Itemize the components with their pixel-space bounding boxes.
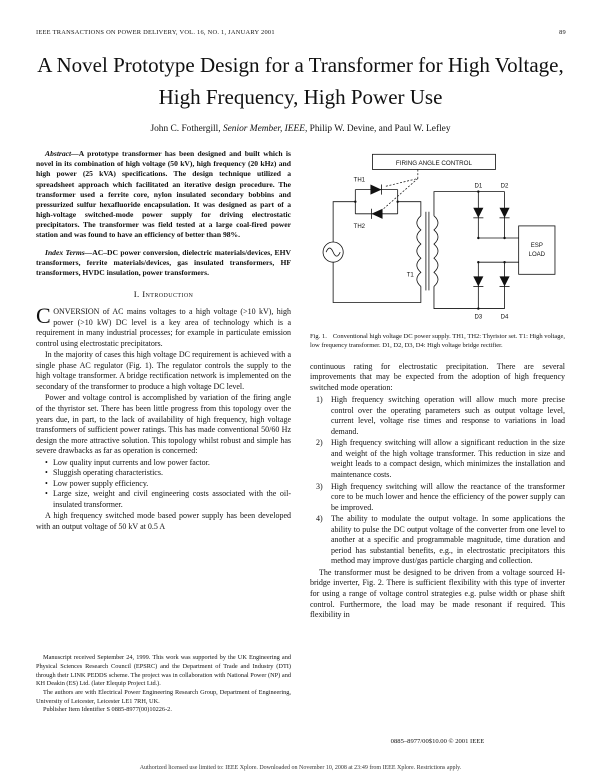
journal-header: IEEE TRANSACTIONS ON POWER DELIVERY, VOL. 16, NO. 1, JANUARY 2001 — [36, 29, 275, 36]
license-line: Authorized licensed use limited to: IEEE Xplore. Downloaded on November 10, 2008 at 23:49 from IEEE Xplore. Restrictions apply. — [139, 765, 462, 771]
transformer-t1 — [416, 212, 437, 291]
intro-paragraph-2: In the majority of cases this high voltage DC requirement is achieved with a single phase AC regulator (Fig. 1). The regulator controls the supply to the high voltage transformer. A bridge rectification network is implemented on the secondary of the transformer to produce a high voltage DC level. — [36, 350, 291, 391]
wire-source-to-primary-bottom — [333, 262, 421, 302]
list-item-number: 4) — [316, 514, 323, 524]
index-terms-label: Index Terms— — [45, 247, 93, 257]
figure-1-caption-label: Fig. 1. — [310, 333, 327, 340]
list-item-text: High frequency switching will allow a significant reduction in the size and weight of the high voltage transformer. This reduction in size and weight leads to a compact design, which minimizes the installation and maintenance costs. — [331, 438, 565, 479]
esp-load-box — [518, 226, 554, 274]
list-item — [316, 482, 565, 514]
esp-load-label-line1: ESP — [530, 243, 543, 250]
bullet-item: • Low quality input currents and low power factor. — [53, 458, 291, 469]
thyristor-th1 — [355, 185, 397, 195]
list-item — [316, 514, 565, 567]
list-item-number: 1) — [316, 395, 323, 405]
first-page-footnotes — [36, 654, 291, 715]
abstract — [36, 149, 291, 241]
paper-title: A Novel Prototype Design for a Transformer for High Voltage, High Frequency, High Power Use — [37, 53, 564, 109]
authors-rest: , Philip W. Devine, and Paul W. Lefley — [304, 124, 451, 134]
drop-cap: C — [36, 303, 51, 329]
wire-thyristors-to-primary — [397, 202, 420, 216]
footnote-affiliation: The authors are with Electrical Power Engineering Research Group, Department of Engineering, University of Leicester, Leicester LE1 7RH, UK. — [36, 688, 291, 705]
wire-secondary-top-rail — [433, 192, 504, 216]
wire-source-to-thyristors — [333, 202, 355, 242]
footnote-funding: Manuscript received September 24, 1999. This work was supported by the UK Engineering and Physical Sciences Research Council (EPSRC) and the Department of Trade and Industry (DTI) through their LINK PEDDS scheme. The project was in collaboration with National Power (NP) and KH Deakin (ES) Ltd. (later Elequip Project Ltd.). — [36, 654, 291, 688]
section-heading-introduction: I. Introduction — [133, 289, 194, 300]
intro-paragraph-4: A high frequency switched mode based power supply has been developed with an output voltage of 50 kV at 0.5 A — [36, 511, 291, 531]
author-name-1: John C. Fothergill, — [150, 124, 223, 134]
wire-secondary-bottom-rail — [433, 286, 504, 308]
improvements-numbered-list — [310, 395, 565, 567]
footnote-publisher-id: Publisher Item Identifier S 0885-8977(00)10226-2. — [43, 706, 172, 714]
thyristor-th2 — [355, 209, 397, 219]
list-item-number: 3) — [316, 481, 323, 491]
running-head — [36, 29, 566, 36]
circuit-diagram-svg — [317, 151, 559, 325]
right-column-text — [310, 361, 565, 621]
list-item — [316, 395, 565, 437]
d2-label: D2 — [500, 183, 508, 190]
page-number: 89 — [559, 29, 566, 36]
two-column-body — [36, 149, 565, 715]
bullet-item: • Sluggish operating characteristics. — [53, 468, 291, 479]
left-column — [36, 149, 291, 715]
right-column — [310, 149, 565, 715]
d3-label: D3 — [473, 314, 482, 321]
ac-source — [323, 242, 343, 262]
firing-angle-control-label: FIRING ANGLE CONTROL — [395, 159, 472, 167]
figure-1-circuit-diagram — [310, 151, 565, 325]
th2-label: TH2 — [353, 223, 365, 230]
author-membership: Senior Member, IEEE — [222, 124, 305, 134]
drawbacks-bullet-list — [36, 458, 291, 511]
diode-d1 — [473, 192, 483, 238]
list-item-number: 2) — [316, 438, 323, 448]
list-item — [316, 438, 565, 480]
intro-paragraph-1 — [36, 303, 291, 349]
authors-line — [0, 124, 601, 134]
bullet-item: • Low power supply efficiency. — [53, 479, 291, 490]
list-item-text: High frequency switching will allow the reactance of the transformer core to be much lower and hence the efficiency of the power supply can be improved. — [331, 481, 565, 512]
esp-load-label-line2: LOAD — [528, 252, 545, 259]
right-paragraph-1: continuous rating for electrostatic precipitation. There are several improvements that may be expected from the adoption of high frequency switched mode operation: — [310, 361, 565, 392]
gate-line-th2 — [383, 179, 417, 209]
figure-1-caption-text: Conventional high voltage DC power supply. TH1, TH2: Thyristor set. T1: High voltage, low frequency transformer. D1, D2, D3, D4: High voltage bridge rectifier. — [310, 333, 565, 349]
diode-d2 — [499, 192, 509, 238]
right-paragraph-2: The transformer must be designed to be driven from a voltage sourced H-bridge inverter, Fig. 2. There is sufficient flexibility with this type of inverter for using a range of voltage control strategies e.g. pulse width or phase shift control. Furthermore, the load may be made resonant if required. This flexibility in — [310, 567, 565, 620]
index-terms-text: AC–DC power conversion, dielectric materials/devices, EHV transformers, ferrite materials/devices, gas insulated transformers, HF transformers, HVDC insulation, power transformers. — [36, 247, 292, 277]
figure-1-caption — [310, 333, 565, 351]
abstract-label: Abstract— — [45, 149, 79, 158]
intro-paragraph-1-text: ONVERSION of AC mains voltages to a high voltage (>10 kV), high power (>10 kW) DC level is a key area of technology which is a requirement in many industrial processes; for example in particulate emission control using electrostatic precipitators. — [36, 307, 291, 348]
d1-label: D1 — [473, 183, 482, 190]
bullet-item: • Large size, weight and civil engineering costs associated with the oil-insulated transformer. — [53, 489, 291, 510]
intro-paragraph-3: Power and voltage control is accomplished by variation of the firing angle of the thyristor set. There has been little progress from this topology over the years due, in part, to the lack of availability of high frequency, high voltage transformers of sufficient power ratings. This has made conventional 50/60 Hz design the more attractive solution. This topology whilst robust and simple has severe drawbacks as far as operation is concerned: — [36, 393, 291, 456]
abstract-text: A prototype transformer has been designed and built which is novel in its combination of high voltage (50 kV), high frequency (20 kHz) and high power (25 kVA) specifications. The design technique utilized a spreadsheet approach which facilitated an iterative design procedure. The transformer used a ferrite core, nylon insulated secondary bobbins and pressurized sulfur hexafluoride encapsulation. It was designed as part of a high-voltage switched-mode power supply for driving electrostatic precipitators. The transformer was field tested at a large coal-fired power station and was found to have an efficiency of better than 98%. — [36, 149, 291, 240]
list-item-text: The ability to modulate the output voltage. In some applications the ability to pulse the DC output voltage of the converter from one level to another at a specific and programmable magnitude, time duration and period has substantial benefits, e.g., in electrostatic precipitators this method may improve dust/gas particle charging and collection. — [331, 514, 565, 566]
th1-label: TH1 — [353, 177, 365, 184]
index-terms — [36, 248, 291, 279]
list-item-text: High frequency switching operation will allow much more precise control over the operating parameters such as output voltage level, current level, voltage rise times and response to variations in load demand. — [331, 395, 565, 436]
gate-line-th1 — [384, 169, 417, 186]
diode-d4 — [499, 262, 509, 308]
d4-label: D4 — [500, 314, 508, 321]
copyright-line: 0885–8977/00$10.00 © 2001 IEEE — [390, 738, 485, 745]
t1-label: T1 — [406, 272, 414, 279]
diode-d3 — [473, 262, 483, 308]
